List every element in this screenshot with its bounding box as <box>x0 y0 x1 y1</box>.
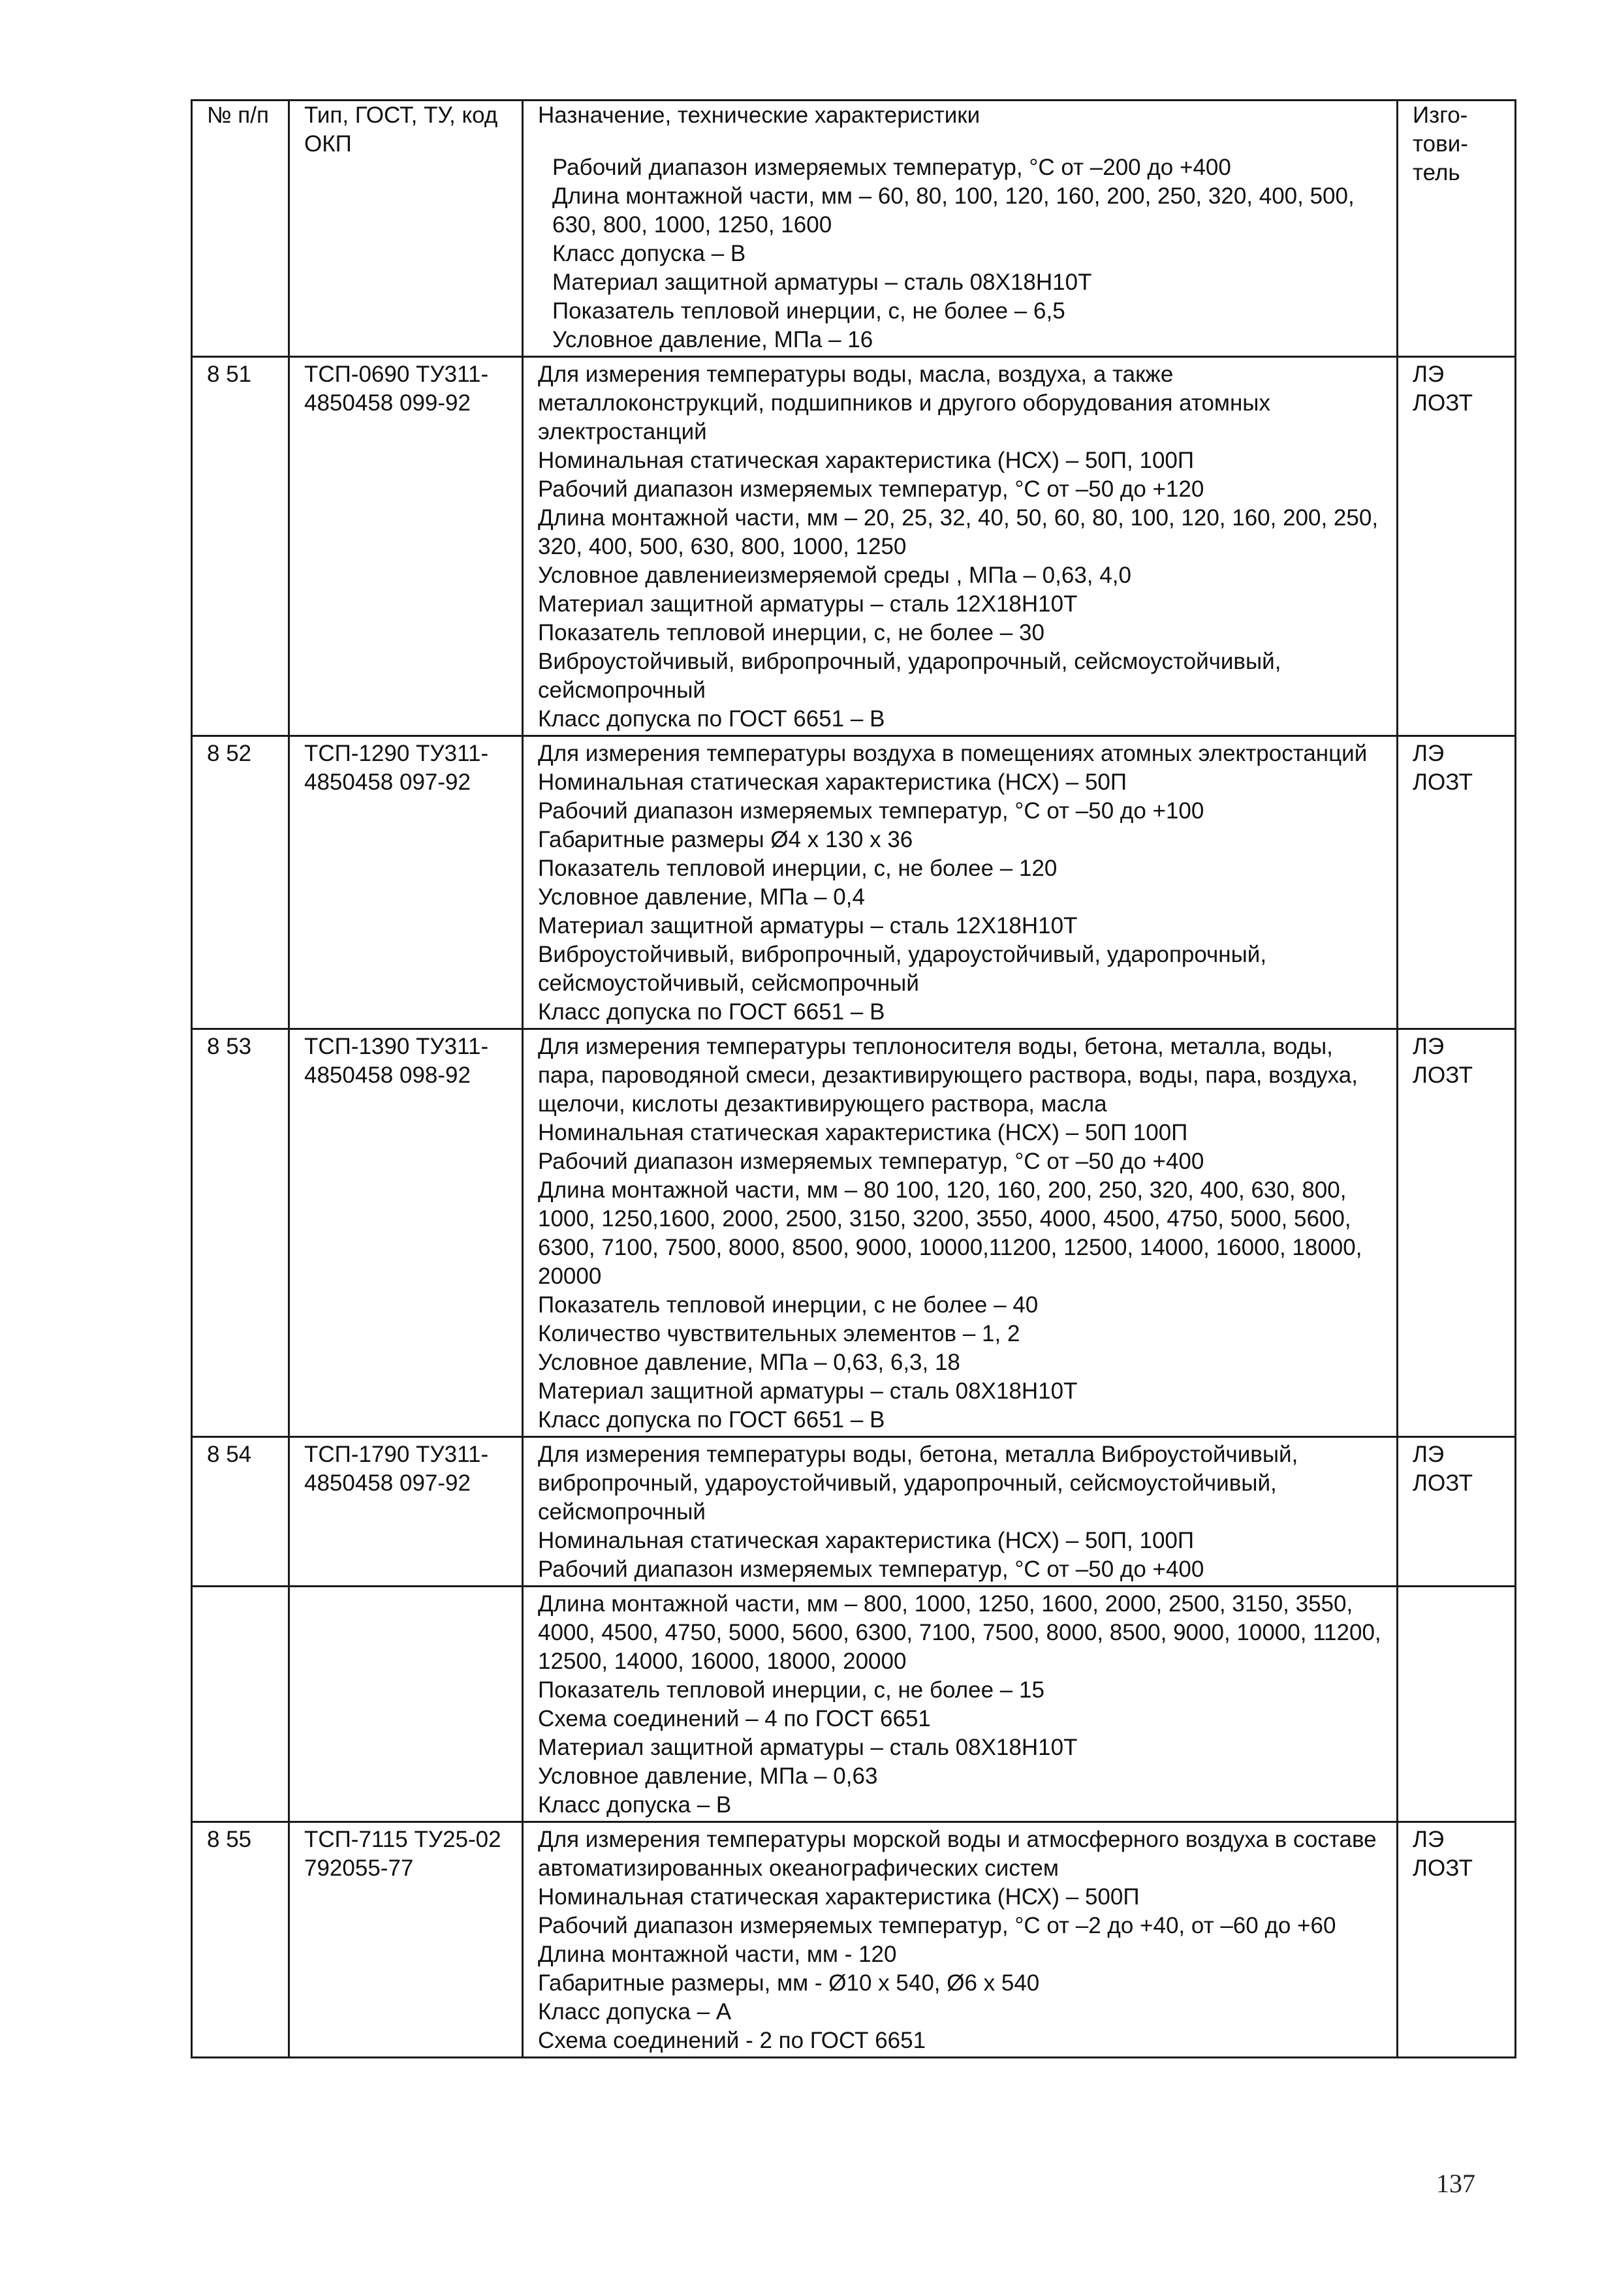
row-description <box>523 1822 1398 2058</box>
spec-line: Материал защитной арматуры – сталь 08Х18Н10Т <box>538 1735 1078 1760</box>
spec-line: Для измерения температуры теплоносителя воды, бетона, металла, воды, пара, пароводяной смеси, дезактивирующего раствора, воды, пара, воздуха, щелочи, кислоты дезактивирующего раствора, масла <box>538 1034 1364 1117</box>
spec-line: Материал защитной арматуры – сталь 08Х18Н10Т <box>552 270 1092 295</box>
row-number: 8 55 <box>192 1822 289 2058</box>
row-description <box>523 736 1398 1029</box>
row-maker: ЛЭ ЛОЗТ <box>1398 1437 1516 1587</box>
spec-line: Длина монтажной части, мм – 800, 1000, 1250, 1600, 2000, 2500, 3150, 3550, 4000, 4500, 4750, 5000, 5600, 6300, 7100, 7500, 8000, 8500, 9000, 10000, 11200, 12500, 14000, 16000, 18000, 20000 <box>538 1591 1388 1674</box>
spec-line: Номинальная статическая характеристика (НСХ) – 50П, 100П <box>538 1528 1195 1553</box>
spec-line: Рабочий диапазон измеряемых температур, °С от –2 до +40, от –60 до +60 <box>538 1913 1336 1938</box>
spec-line: Материал защитной арматуры – сталь 12Х18Н10Т <box>538 913 1078 939</box>
spec-line: Класс допуска – А <box>538 1999 732 2025</box>
spec-line: Рабочий диапазон измеряемых температур, °С от –50 до +400 <box>538 1149 1204 1174</box>
header-type: Тип, ГОСТ, ТУ, код ОКП <box>289 101 523 357</box>
spec-line: Номинальная статическая характеристика (НСХ) – 500П <box>538 1884 1140 1910</box>
spec-line: Длина монтажной части, мм – 80 100, 120, 160, 200, 250, 320, 400, 630, 800, 1000, 1250,1600, 2000, 2500, 3150, 3200, 3550, 4000, 4500, 4750, 5000, 5600, 6300, 7100, 7500, 8000, 8500, 9000, 10000,11200, 12500, 14000, 16000, 18000, 20000 <box>538 1177 1369 1289</box>
empty-cell <box>1398 1587 1516 1822</box>
row-type: ТСП-1290 ТУ311-4850458 097-92 <box>289 736 523 1029</box>
spec-line: Рабочий диапазон измеряемых температур, °С от –50 до +100 <box>538 798 1204 824</box>
spec-line: Условное давление, МПа – 16 <box>552 327 873 352</box>
row-description <box>523 1029 1398 1437</box>
spec-line: Условное давление, МПа – 0,63 <box>538 1763 878 1789</box>
spec-line: Габаритные размеры Ø4 х 130 х 36 <box>538 827 913 852</box>
row-maker: ЛЭ ЛОЗТ <box>1398 1029 1516 1437</box>
table-row <box>192 1822 1516 2058</box>
spec-line: Показатель тепловой инерции, с, не более – 6,5 <box>552 298 1065 324</box>
row-description <box>523 1437 1398 1587</box>
spec-line: Для измерения температуры морской воды и атмосферного воздуха в составе автоматизированных океанографических систем <box>538 1827 1383 1881</box>
row-maker: ЛЭ ЛОЗТ <box>1398 1822 1516 2058</box>
row-type: ТСП-0690 ТУ311-4850458 099-92 <box>289 357 523 736</box>
row-number: 8 54 <box>192 1437 289 1587</box>
spec-line: Для измерения температуры воды, бетона, металла Виброустойчивый, вибропрочный, удароустойчивый, ударопрочный, сейсмоустойчивый, сейсмопрочный <box>538 1442 1305 1525</box>
table-row <box>192 1029 1516 1437</box>
spec-line: Номинальная статическая характеристика (НСХ) – 50П, 100П <box>538 448 1195 473</box>
spec-line: Номинальная статическая характеристика (НСХ) – 50П 100П <box>538 1120 1188 1145</box>
spec-line: Показатель тепловой инерции, с, не более – 15 <box>538 1677 1044 1703</box>
page-number: 137 <box>1436 2169 1475 2198</box>
spec-line: Габаритные размеры, мм - Ø10 х 540, Ø6 х 540 <box>538 1970 1040 1996</box>
specification-table <box>191 99 1516 2058</box>
header-desc-label: Назначение, технические характеристики <box>538 102 980 128</box>
empty-cell <box>192 1587 289 1822</box>
spec-line: Для измерения температуры воды, масла, воздуха, а также металлоконструкций, подшипников и другого оборудования атомных электростанций <box>538 362 1277 444</box>
spec-line: Виброустойчивый, вибропрочный, ударопрочный, сейсмоустойчивый, сейсмопрочный <box>538 649 1288 703</box>
row-maker: ЛЭ ЛОЗТ <box>1398 357 1516 736</box>
spec-line: Для измерения температуры воздуха в помещениях атомных электростанций <box>538 741 1368 766</box>
spec-line: Длина монтажной части, мм – 20, 25, 32, 40, 50, 60, 80, 100, 120, 160, 200, 250, 320, 400, 500, 630, 800, 1000, 1250 <box>538 505 1385 559</box>
continued-description <box>538 153 1388 354</box>
spec-line: Количество чувствительных элементов – 1, 2 <box>538 1321 1020 1346</box>
table-row <box>192 1437 1516 1587</box>
spec-line: Показатель тепловой инерции, с, не более – 120 <box>538 856 1058 881</box>
spec-line: Материал защитной арматуры – сталь 12Х18Н10Т <box>538 591 1078 617</box>
row-type: ТСП-1390 ТУ311-4850458 098-92 <box>289 1029 523 1437</box>
table-row <box>192 357 1516 736</box>
empty-cell <box>289 1587 523 1822</box>
spec-line: Рабочий диапазон измеряемых температур, °С от –50 до +400 <box>538 1557 1204 1582</box>
row-number: 8 53 <box>192 1029 289 1437</box>
spec-line: Длина монтажной части, мм - 120 <box>538 1942 897 1967</box>
header-desc <box>523 101 1398 357</box>
header-row <box>192 101 1516 357</box>
spec-line: Материал защитной арматуры – сталь 08Х18Н10Т <box>538 1378 1078 1404</box>
table-row <box>192 736 1516 1029</box>
spec-line: Условное давление, МПа – 0,63, 6,3, 18 <box>538 1350 960 1375</box>
spec-line: Условное давление, МПа – 0,4 <box>538 884 865 910</box>
spec-line: Класс допуска по ГОСТ 6651 – В <box>538 999 885 1025</box>
spec-line: Схема соединений – 4 по ГОСТ 6651 <box>538 1706 931 1731</box>
spec-line: Показатель тепловой инерции, с, не более – 30 <box>538 620 1044 645</box>
header-maker: Изго-тови-тель <box>1398 101 1516 357</box>
spec-line: Класс допуска – В <box>538 1792 732 1818</box>
spec-line: Схема соединений - 2 по ГОСТ 6651 <box>538 2028 926 2053</box>
spec-line: Класс допуска по ГОСТ 6651 – В <box>538 1407 885 1433</box>
row-number: 8 51 <box>192 357 289 736</box>
spec-line: Виброустойчивый, вибропрочный, удароустойчивый, ударопрочный, сейсмоустойчивый, сейсмопрочный <box>538 942 1273 996</box>
row-number: 8 52 <box>192 736 289 1029</box>
row-type: ТСП-7115 ТУ25-02 792055-77 <box>289 1822 523 2058</box>
row-description <box>523 357 1398 736</box>
row-description <box>523 1587 1398 1822</box>
spec-line: Рабочий диапазон измеряемых температур, °С от –200 до +400 <box>552 155 1231 180</box>
header-num: № п/п <box>192 101 289 357</box>
spec-line: Рабочий диапазон измеряемых температур, °С от –50 до +120 <box>538 476 1204 502</box>
spec-line: Длина монтажной части, мм – 60, 80, 100, 120, 160, 200, 250, 320, 400, 500, 630, 800, 1000, 1250, 1600 <box>552 183 1361 238</box>
row-type: ТСП-1790 ТУ311-4850458 097-92 <box>289 1437 523 1587</box>
spec-line: Класс допуска – В <box>552 241 746 266</box>
spec-line: Класс допуска по ГОСТ 6651 – В <box>538 706 885 732</box>
spec-line: Номинальная статическая характеристика (НСХ) – 50П <box>538 769 1127 795</box>
row-maker: ЛЭ ЛОЗТ <box>1398 736 1516 1029</box>
spec-line: Показатель тепловой инерции, с не более – 40 <box>538 1292 1039 1318</box>
table-row-continued <box>192 1587 1516 1822</box>
spec-line: Условное давлениеизмеряемой среды , МПа – 0,63, 4,0 <box>538 563 1131 588</box>
